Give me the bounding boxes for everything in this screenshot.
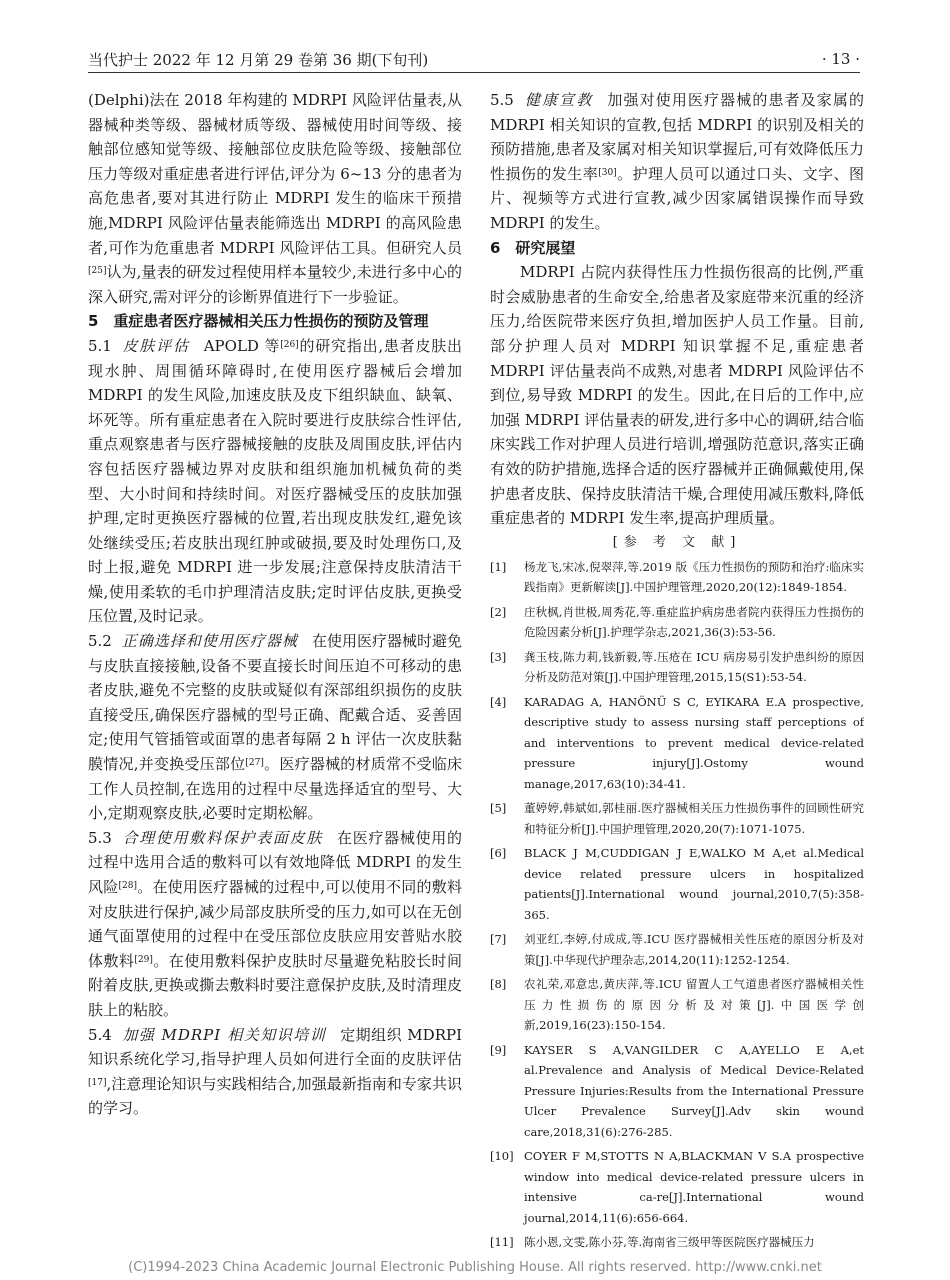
reference-item [490,692,864,795]
subsection-5-2: 5.2 正确选择和使用医疗器械 在使用医疗器械时避免与皮肤直接接触,设备不要直接长时间压迫不可移动的患者皮肤,避免不完整的皮肤或疑似有深部组织损伤的皮肤直接受压,确保医疗器械的型号正确、配戴合适、妥善固定;使用气管插管或面罩的患者每隔 2 h 评估一次皮肤黏膜情况,并变换受压部位[27]。医疗器械的材质常不受临床工作人员控制,在选用的过程中尽量选择适宜的型号、大小,定期观察皮肤,必要时定期松解。 [88,632,462,823]
reference-text: 龚玉枝,陈力莉,钱新毅,等.压疮在 ICU 病房易引发护患纠纷的原因分析及防范对策[J].中国护理管理,2015,15(S1):53-54. [524,649,864,685]
reference-text: BLACK J M,CUDDIGAN J E,WALKO M A,et al.Medical device related pressure ulcers in hospitalized patients[J].International wound journal,2010,7(5):358-365. [524,846,864,922]
reference-item [490,798,864,839]
subsection-5-3: 5.3 合理使用敷料保护表面皮肤 在医疗器械使用的过程中选用合适的敷料可以有效地降低 MDRPI 的发生风险[28]。在使用医疗器械的过程中,可以使用不同的敷料对皮肤进行保护,减少局部皮肤所受的压力,如可以在无创通气面罩使用的过程中在受压部位皮肤应用安普贴水胶体敷料[29]。在使用敷料保护皮肤时尽量避免粘胶长时间附着皮肤,更换或撕去敷料时要注意保护皮肤,及时清理皮肤上的粘胶。 [88,828,462,1019]
reference-text: 陈小恩,文雯,陈小芬,等.海南省三级甲等医院医疗器械压力 [524,1235,815,1250]
reference-item [490,1146,864,1228]
subsection-title: 加强 MDRPI 相关知识培训 [121,1025,327,1044]
subsection-title: 合理使用敷料保护表面皮肤 [121,828,324,847]
reference-number: [9] [490,1042,507,1057]
reference-number: [8] [490,977,507,992]
page-number: · 13 · [821,50,860,68]
reference-item [490,1040,864,1143]
citation: [30] [598,167,617,178]
reference-number: [10] [490,1149,514,1164]
citation: [27] [245,758,264,769]
citation: [25] [88,266,107,277]
subsection-5-1: 5.1 皮肤评估 APOLD 等[26]的研究指出,患者皮肤出现水肿、周围循环障碍时,在使用医疗器械后会增加 MDRPI 的发生风险,加速皮肤及皮下组织缺血、缺氧、坏死等。所有重症患者在入院时要进行皮肤综合性评估,重点观察患者与医疗器械接触的皮肤及周围皮肤,评估内容包括医疗器械边界对皮肤和组织施加机械负荷的类型、大小时间和持续时间。对医疗器械受压的皮肤加强护理,定时更换医疗器械的位置,若出现皮肤发红,避免该处继续受压;若皮肤出现红肿或破损,要及时处理伤口,及时上报,避免 MDRPI 进一步发展;注意保持皮肤清洁干燥,使用柔软的毛巾护理清洁皮肤;定时评估皮肤,更换受压位置,及时记录。 [88,336,462,626]
reference-item [490,647,864,688]
left-column [88,88,462,1253]
reference-text: KARADAG A, HANÖNÜ S C, EYIKARA E.A prospective, descriptive study to assess nursing staff perceptions of and interventions to prevent medical device-related pressure injury[J].Ostomy wound manage,2017,63(10):34-41. [524,694,864,791]
reference-item [490,974,864,1036]
reference-text: 刘亚红,李婷,付成成,等.ICU 医疗器械相关性压疮的原因分析及对策[J].中华现代护理杂志,2014,20(11):1252-1254. [524,932,864,967]
reference-item [490,1232,864,1253]
reference-number: [3] [490,649,507,664]
citation: [29] [134,954,153,965]
journal-issue: 当代护士 2022 年 12 月第 29 卷第 36 期(下旬刊) [88,50,429,69]
subsection-title: 健康宣教 [523,91,594,109]
running-header [88,46,860,73]
reference-item [490,929,864,970]
reference-text: 董婷婷,韩斌如,郭桂丽.医疗器械相关压力性损伤事件的回顾性研究和特征分析[J].中国护理管理,2020,20(7):1071-1075. [524,801,864,836]
copyright-footer: (C)1994-2023 China Academic Journal Electronic Publishing House. All rights reserved. http://www.cnki.net [128,1260,822,1275]
paragraph: (Delphi)法在 2018 年构建的 MDRPI 风险评估量表,从器械种类等级、器械材质等级、器械使用时间等级、接触部位感知觉等级、接触部位皮肤危险等级、接触部位压力等级对重症患者进行评估,评分为 6~13 分的患者为高危患者,要对其进行防止 MDRPI 发生的临床干预措施,MDRPI 风险评估量表能筛选出 MDRPI 的高风险患者,可作为危重患者 MDRPI 风险评估工具。但研究人员[25]认为,量表的研发过程使用样本量较少,未进行多中心的深入研究,需对评分的诊断界值进行下一步验证。 [88,91,462,306]
reference-number: [5] [490,801,507,816]
subsection-title: 正确选择和使用医疗器械 [121,632,298,651]
reference-list [490,557,864,1253]
subsection-5-5: 5.5 健康宣教 加强对使用医疗器械的患者及家属的 MDRPI 相关知识的宣教,包括 MDRPI 的识别及相关的预防措施,患者及家属对相关知识掌握后,可有效降低压力性损伤的发生率[30]。护理人员可以通过口头、文字、图片、视频等方式进行宣教,减少因家属错误操作而导致 MDRPI 的发生。 [490,91,864,232]
paragraph: MDRPI 占院内获得性压力性损伤很高的比例,严重时会威胁患者的生命安全,给患者及家庭带来沉重的经济压力,给医院带来医疗负担,增加医护人员工作量。目前,部分护理人员对 MDRPI 知识掌握不足,重症患者 MDRPI 评估量表尚不成熟,对患者 MDRPI 风险评估不到位,易导致 MDRPI 的发生。因此,在日后的工作中,应加强 MDRPI 评估量表的研发,进行多中心的调研,结合临床实践工作对护理人员进行培训,增强防范意识,落实正确有效的防护措施,选择合适的医疗器械并正确佩戴使用,保护患者皮肤、保持皮肤清洁干燥,合理使用减压敷料,降低重症患者的 MDRPI 发生率,提高护理质量。 [490,263,864,528]
reference-text: COYER F M,STOTTS N A,BLACKMAN V S.A prospective window into medical device-related pressure ulcers in intensive ca-re[J].International wound journal,2014,11(6):656-664. [524,1149,864,1225]
reference-number: [4] [490,694,507,709]
references-heading: [参 考 文 献] [612,534,742,550]
citation: [17] [88,1077,107,1088]
citation: [26] [280,339,299,350]
reference-item [490,557,864,598]
section-heading-5: 5 重症患者医疗器械相关压力性损伤的预防及管理 [88,312,429,331]
subsection-5-4: 5.4 加强 MDRPI 相关知识培训 定期组织 MDRPI 知识系统化学习,指导护理人员如何进行全面的皮肤评估[17],注意理论知识与实践相结合,加强最新指南和专家共识的学习。 [88,1025,462,1118]
reference-number: [6] [490,846,507,861]
reference-text: 农礼荣,邓意忠,黄庆萍,等.ICU 留置人工气道患者医疗器械相关性压力性损伤的原因分析及对策[J].中国医学创新,2019,16(23):150-154. [524,977,864,1033]
reference-number: [7] [490,932,507,947]
reference-text: 杨龙飞,宋冰,倪翠萍,等.2019 版《压力性损伤的预防和治疗:临床实践指南》更新解读[J].中国护理管理,2020,20(12):1849-1854. [524,559,864,595]
section-heading-6: 6 研究展望 [490,238,576,257]
reference-number: [11] [490,1235,514,1250]
subsection-title: 皮肤评估 [121,336,190,355]
reference-text: 庄秋枫,肖世极,周秀花,等.重症监护病房患者院内获得压力性损伤的危险因素分析[J].护理学杂志,2021,36(3):53-56. [524,604,864,640]
reference-number: [1] [490,559,507,574]
citation: [28] [118,881,137,891]
reference-text: KAYSER S A,VANGILDER C A,AYELLO E A,et al.Prevalence and Analysis of Medical Device-Related Pressure Injuries:Results from the International Pressure Ulcer Prevalence Survey[J].Adv skin wound care,2018,31(6):276-285. [524,1042,864,1139]
reference-item [490,843,864,925]
right-column [490,88,864,1253]
reference-item [490,602,864,643]
reference-number: [2] [490,604,507,619]
